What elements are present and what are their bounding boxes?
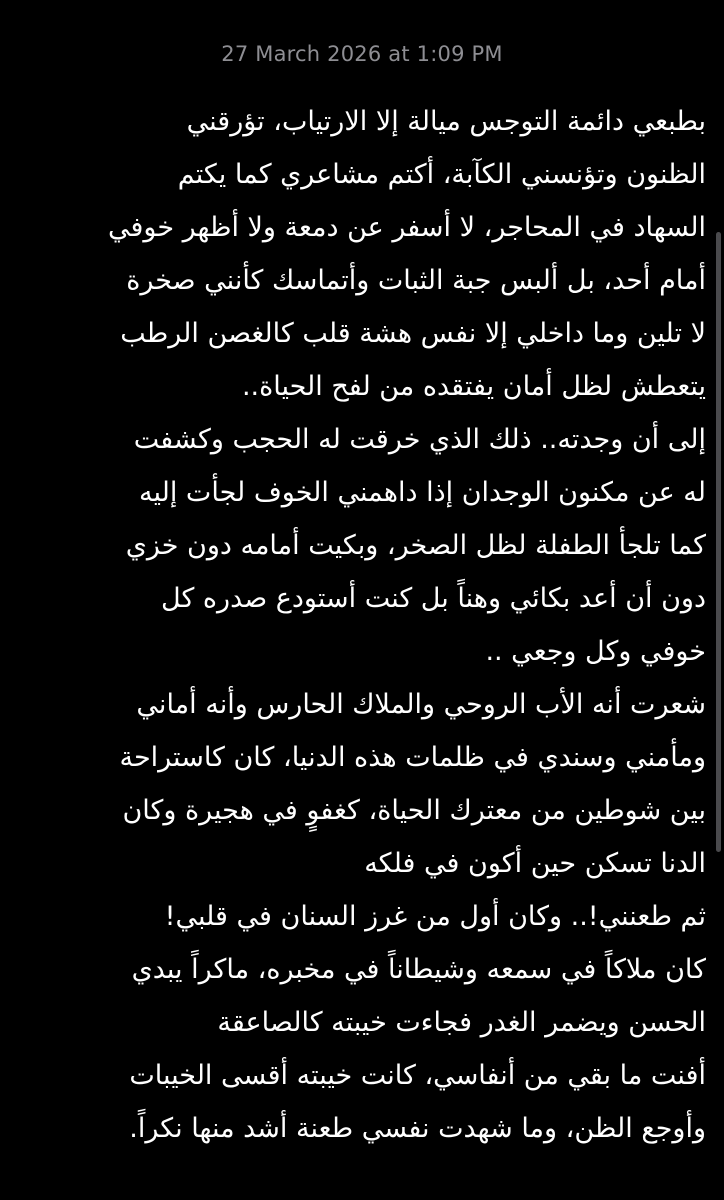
note-line: أفنت ما بقي من أنفاسي، كانت خيبته أقسى الخيبات [129, 1060, 706, 1091]
note-line: دون أن أعد بكائي وهناً بل كنت أستودع صدره كل [161, 583, 706, 614]
note-line: خوفي وكل وجعي .. [485, 636, 706, 667]
note-line: الدنا تسكن حين أكون في فلكه [364, 848, 706, 879]
note-line: شعرت أنه الأب الروحي والملاك الحارس وأنه أماني [136, 689, 706, 720]
note-line: بين شوطين من معترك الحياة، كغفوٍ في هجيرة وكان [122, 795, 706, 826]
note-line: له عن مكنون الوجدان إذا داهمني الخوف لجأت إليه [139, 477, 706, 508]
note-line: الظنون وتؤنسني الكآبة، أكتم مشاعري كما يكتم [177, 159, 706, 190]
note-line: أمام أحد، بل ألبس جبة الثبات وأتماسك كأنني صخرة [126, 265, 706, 296]
note-line: كان ملاكاً في سمعه وشيطاناً في مخبره، ماكراً يبدي [131, 954, 706, 985]
note-line: يتعطش لظل أمان يفتقده من لفح الحياة.. [241, 371, 706, 402]
note-timestamp: 27 March 2026 at 1:09 PM [221, 42, 503, 66]
note-line: إلى أن وجدته.. ذلك الذي خرقت له الحجب وكشفت [133, 424, 706, 455]
note-line: لا تلين وما داخلي إلا نفس هشة قلب كالغصن الرطب [120, 318, 706, 349]
note-line: ومأمني وسندي في ظلمات هذه الدنيا، كان كاستراحة [119, 742, 706, 773]
scrollbar[interactable] [716, 232, 721, 852]
note-line: الحسن ويضمر الغدر فجاءت خيبته كالصاعقة [217, 1007, 706, 1038]
note-line: السهاد في المحاجر، لا أسفر عن دمعة ولا أظهر خوفي [107, 212, 706, 243]
note-line: وأوجع الظن، وما شهدت نفسي طعنة أشد منها نكراً. [129, 1113, 706, 1144]
note-body[interactable] [54, 95, 706, 1155]
note-line: ثم طعنني!.. وكان أول من غرز السنان في قلبي! [164, 901, 706, 932]
note-line: بطبعي دائمة التوجس ميالة إلا الارتياب، تؤرقني [186, 106, 706, 137]
note-line: كما تلجأ الطفلة لظل الصخر، وبكيت أمامه دون خزي [125, 530, 706, 561]
